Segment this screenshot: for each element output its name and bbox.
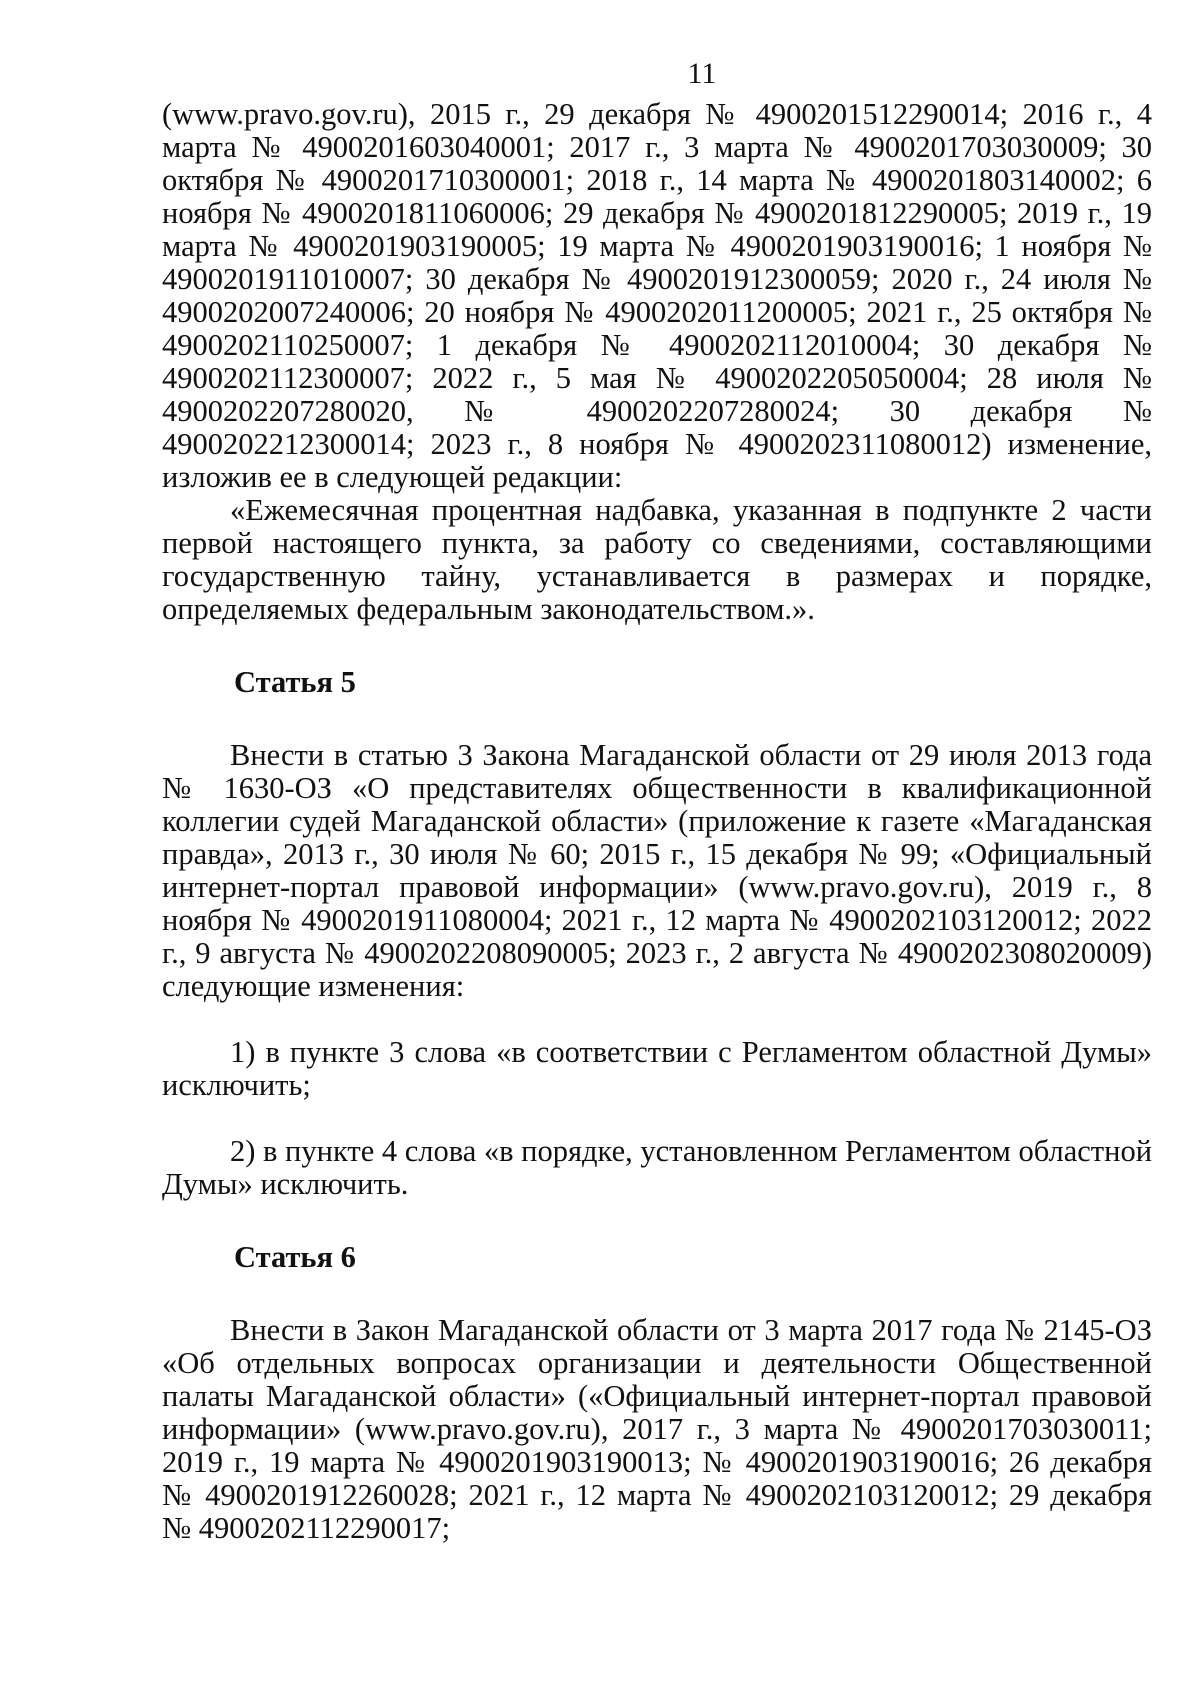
article-5-heading: Статья 5 xyxy=(234,665,356,699)
article-5-item-2: 2) в пункте 4 слова «в порядке, установленном Регламентом областной Думы» исключить. xyxy=(162,1134,1153,1201)
article-5-intro: Внести в статью 3 Закона Магаданской области от 29 июля 2013 года № 1630-ОЗ «О представителях общественности в квалификационной коллегии судей Магаданской области» (приложение к газете «Магаданская правда», 2013 г., 30 июля № 60; 2015 г., 15 декабря № 99; «Официальный интернет-портал правовой информации» (www.pravo.gov.ru), 2019 г., 8 ноября № 4900201911080004; 2021 г., 12 марта № 4900202103120012; 2022 г., 9 августа № 4900202208090005; 2023 г., 2 августа № 4900202308020009) следующие изменения: xyxy=(162,738,1152,1003)
article-6-intro: Внести в Закон Магаданской области от 3 марта 2017 года № 2145-ОЗ «Об отдельных вопросах организации и деятельности Общественной палаты Магаданской области» («Официальный интернет-портал правовой информации» (www.pravo.gov.ru), 2017 г., 3 марта № 4900201703030011; 2019 г., 19 марта № 4900201903190013; № 4900201903190016; 26 декабря № 4900201912260028; 2021 г., 12 марта № 4900202103120012; 29 декабря № 4900202112290017; xyxy=(162,1313,1152,1545)
article-5-item-1: 1) в пункте 3 слова «в соответствии с Регламентом областной Думы» исключить; xyxy=(162,1035,1152,1102)
article-6-heading: Статья 6 xyxy=(234,1240,356,1274)
quoted-amendment: «Ежемесячная процентная надбавка, указанная в подпункте 2 части первой настоящего пункта, за работу со сведениями, составляющими государственную тайну, устанавливается в размерах и порядке, определяемых федеральным законодательством.». xyxy=(162,493,1152,626)
continuation-paragraph: (www.pravo.gov.ru), 2015 г., 29 декабря № 4900201512290014; 2016 г., 4 марта № 4900201603040001; 2017 г., 3 марта № 4900201703030009; 30 октября № 4900201710300001; 2018 г., 14 марта № 4900201803140002; 6 ноября № 4900201811060006; 29 декабря № 4900201812290005; 2019 г., 19 марта № 4900201903190005; 19 марта № 4900201903190016; 1 ноября № 4900201911010007; 30 декабря № 4900201912300059; 2020 г., 24 июля № 4900202007240006; 20 ноября № 4900202011200005; 2021 г., 25 октября № 4900202110250007; 1 декабря № 4900202112010004; 30 декабря № 4900202112300007; 2022 г., 5 мая № 4900202205050004; 28 июля № 4900202207280020, № 4900202207280024; 30 декабря № 4900202212300014; 2023 г., 8 ноября № 4900202311080012) изменение, изложив ее в следующей редакции: xyxy=(162,97,1152,494)
page-number: 11 xyxy=(687,57,717,90)
